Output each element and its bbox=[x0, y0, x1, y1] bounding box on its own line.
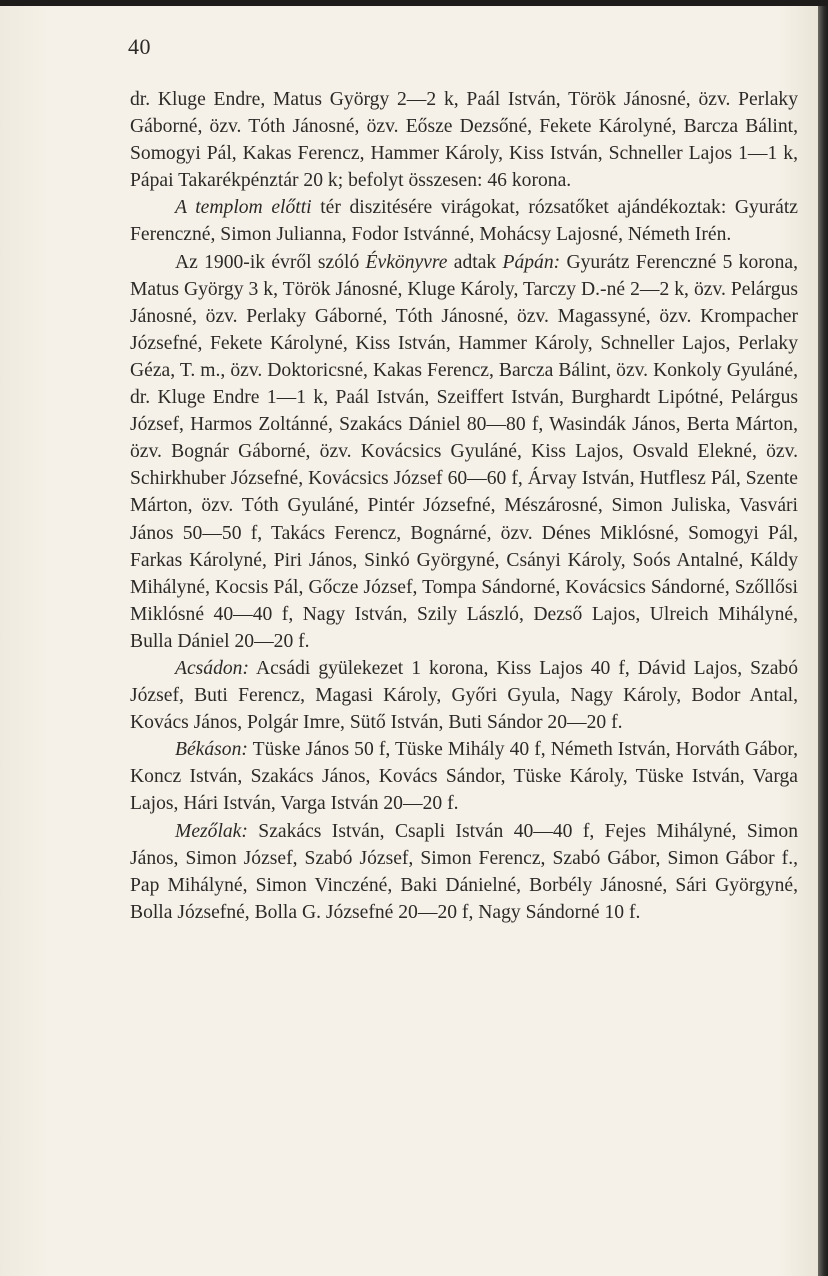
paragraph-place: Pápán: bbox=[502, 251, 561, 273]
book-spine-edge bbox=[818, 6, 828, 1276]
paragraph-text: Acsádi gyülekezet 1 korona, Kiss Lajos 40 f, Dávid Lajos, Szabó József, Buti Ferencz, Magasi Károly, Győri Gyula, Nagy Károly, Bodor Antal, Kovács János, Polgár Imre, Sütő István, Buti Sándor 20—20 f. bbox=[130, 657, 798, 734]
paragraph-text: tér diszitésére virágokat, rózsatőket ajándékoztak: Gyurátz Ferenczné, Simon Julianna, Fodor Istvánné, Mohácsy Lajosné, Németh Irén. bbox=[130, 197, 798, 246]
paragraph-bekas bbox=[130, 736, 798, 817]
paragraph-place: Mezőlak: bbox=[175, 820, 248, 842]
paragraph-pre: Az 1900-ik évről szóló bbox=[175, 251, 366, 273]
paragraph-text: dr. Kluge Endre, Matus György 2—2 k, Paál István, Török Jánosné, özv. Perlaky Gáborné, özv. Tóth Jánosné, özv. Eősze Dezsőné, Fekete Károlyné, Barcza Bálint, Somogyi Pál, Kakas Ferencz, Hammer Károly, Kiss István, Schneller Lajos 1—1 k, Pápai Takarékpénztár 20 k; befolyt összesen: 46 korona. bbox=[130, 89, 798, 192]
paragraph-lead: A templom előtti bbox=[175, 197, 312, 219]
page-top-edge bbox=[0, 0, 828, 6]
page-number: 40 bbox=[128, 34, 151, 59]
paragraph-text: Gyurátz Ferenczné 5 korona, Matus György 3 k, Török Jánosné, Kluge Károly, Tarczy D.-né 2—2 k, özv. Pelárgus Jánosné, özv. Perlaky Gáborné, Tóth Jánosné, özv. Magassyné, özv. Krompacher Józsefné, Fekete Károlyné, Kiss István, Hammer Károly, Schneller Lajos, Perlaky Géza, T. m., özv. Doktoricsné, Kakas Ferencz, Barcza Bálint, özv. Konkoly Gyuláné, dr. Kluge Endre 1—1 k, Paál István, Szeiffert István, Burghardt Lipótné, Pelárgus József, Harmos Zoltánné, Szakács Dániel 80—80 f, Wasindák János, Berta Márton, özv. Bognár Gáborné, özv. Kovácsics Gyuláné, Kiss Lajos, Osvald Elekné, özv. Schirkhuber Józsefné, Kovácsics József 60—60 f, Árvay István, Hutflesz Pál, Szente Márton, özv. Tóth Gyuláné, Pintér Józsefné, Mészárosné, Simon Juliska, Vasvári János 50—50 f, Takács Ferencz, Bognárné, özv. Dénes Miklósné, Somogyi Pál, Farkas Károlyné, Piri János, Sinkó Györgyné, Csányi Károly, Soós Antalné, Káldy Mihályné, Kocsis Pál, Gőcze József, Tompa Sándorné, Kovácsics Sándorné, Szőllősi Miklósné 40—40 f, Nagy István, Szily László, Dezső Lajos, Ulreich Mihályné, Bulla Dániel 20—20 f. bbox=[130, 251, 798, 652]
paragraph-yearbook-papa bbox=[130, 249, 798, 655]
paragraph-mid: adtak bbox=[447, 251, 503, 273]
paragraph-donors-list bbox=[130, 86, 798, 194]
paragraph-text: Szakács István, Csapli István 40—40 f, Fejes Mihályné, Simon János, Simon József, Szabó József, Simon Ferencz, Szabó Gábor, Simon Gábor f., Pap Mihályné, Simon Vinczéné, Baki Dánielné, Borbély Jánosné, Sári Györgyné, Bolla Józsefné, Bolla G. Józsefné 20—20 f, Nagy Sándorné 10 f. bbox=[130, 820, 798, 923]
paragraph-acsad bbox=[130, 655, 798, 736]
paragraph-mezolak bbox=[130, 818, 798, 926]
paragraph-church-square bbox=[130, 194, 798, 248]
paragraph-text: Tüske János 50 f, Tüske Mihály 40 f, Németh István, Horváth Gábor, Koncz István, Szakács János, Kovács Sándor, Tüske Károly, Tüske István, Varga Lajos, Hári István, Varga István 20—20 f. bbox=[130, 739, 798, 815]
body-text bbox=[130, 86, 798, 926]
paragraph-place: Acsádon: bbox=[175, 657, 250, 679]
paragraph-place: Békáson: bbox=[175, 739, 248, 761]
paragraph-lead: Évkönyvre bbox=[365, 251, 448, 273]
